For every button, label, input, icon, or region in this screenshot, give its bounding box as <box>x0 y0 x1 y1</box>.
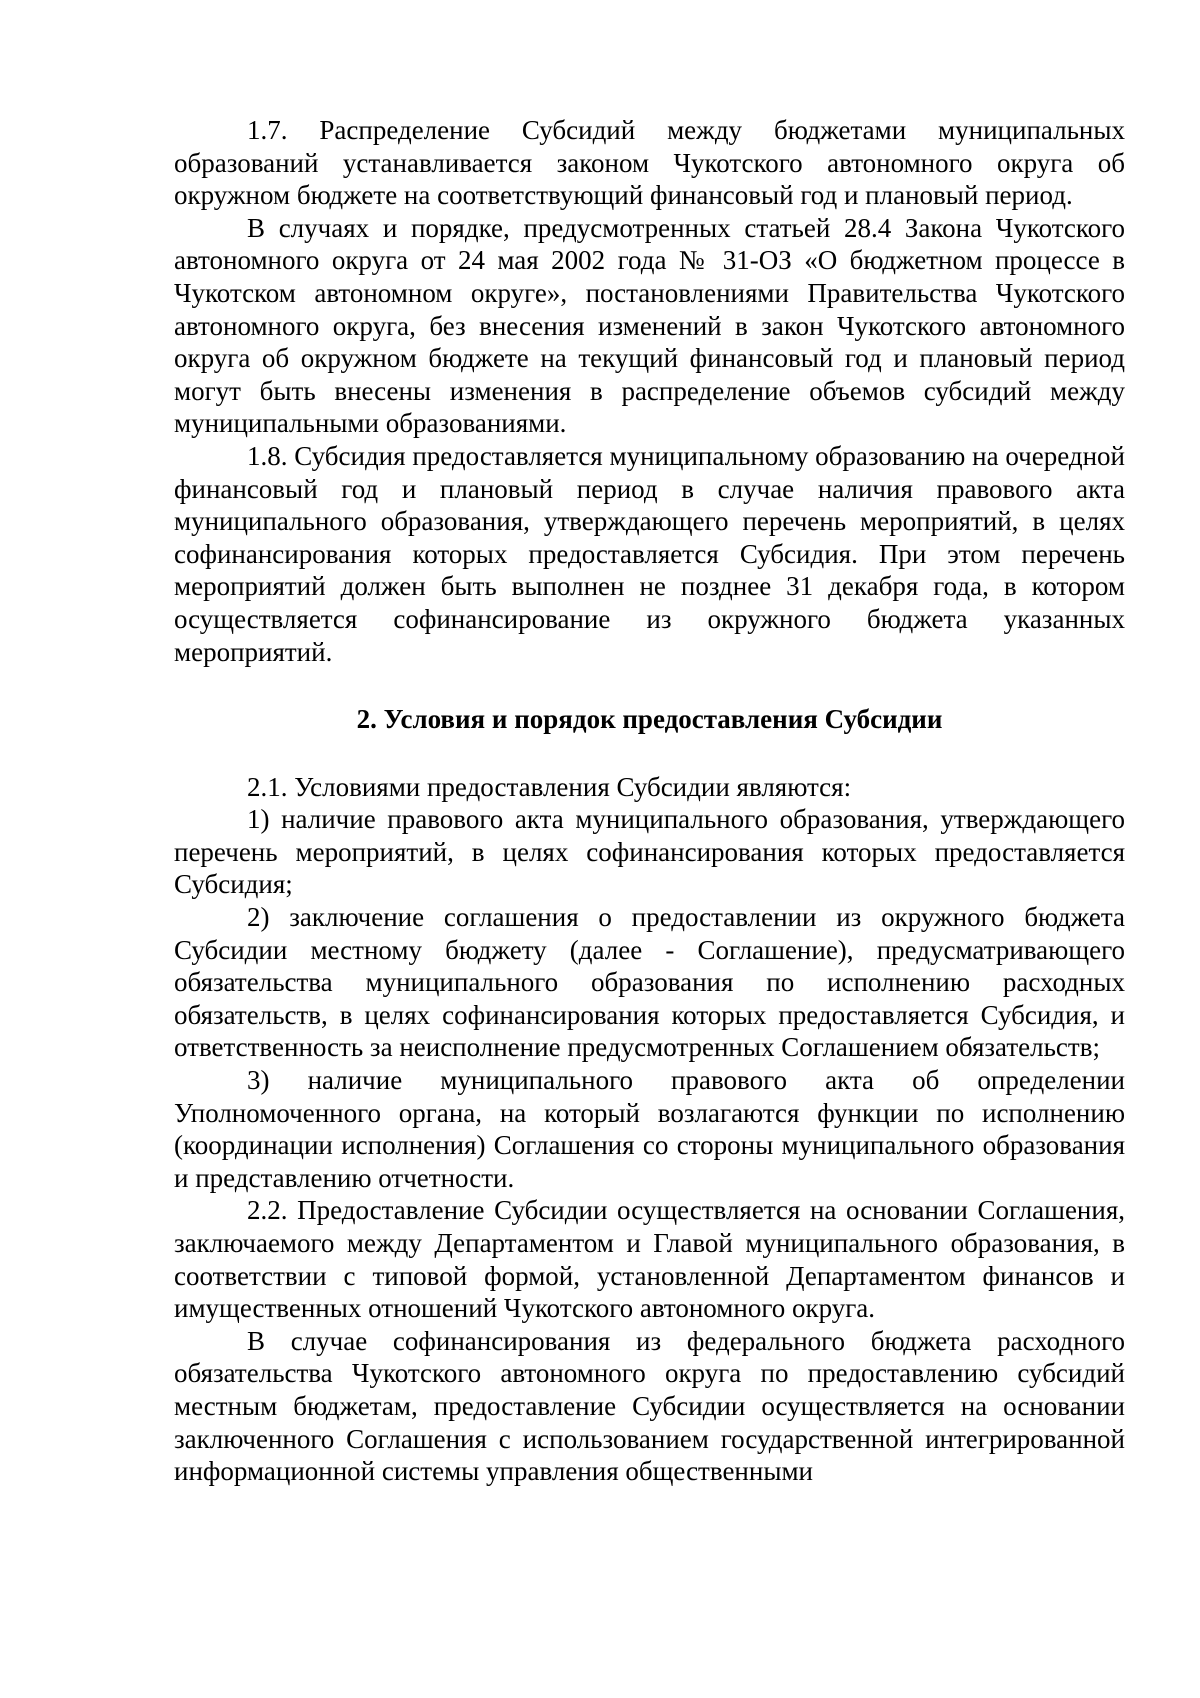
paragraph-2-1: 2.1. Условиями предоставления Субсидии являются: <box>247 771 852 802</box>
condition-item-1: 1) наличие правового акта муниципального образования, утверждающего перечень мероприятий, в целях софинансирования которых предоставляется Субсидия; <box>174 804 1125 900</box>
condition-item-3: 3) наличие муниципального правового акта об определении Уполномоченного органа, на который возлагаются функции по исполнению (координации исполнения) Соглашения со стороны муниципального образования и представлению отчетности. <box>174 1065 1125 1193</box>
paragraph-2-2: 2.2. Предоставление Субсидии осуществляется на основании Соглашения, заключаемого между Департаментом и Главой муниципального образования, в соответствии с типовой формой, установленной Департаментом финансов и имущественных отношений Чукотского автономного округа. <box>174 1195 1125 1324</box>
paragraph-redistribution: В случаях и порядке, предусмотренных статьей 28.4 Закона Чукотского автономного округа от 24 мая 2002 года № 31-ОЗ «О бюджетном процессе в Чукотском автономном округе», постановлениями Правительства Чукотского автономного округа, без внесения изменений в закон Чукотского автономного округа об окружном бюджете на текущий финансовый год и плановый период могут быть внесены изменения в распределение объемов субсидий между муниципальными образованиями. <box>174 212 1125 439</box>
condition-item-2: 2) заключение соглашения о предоставлении из окружного бюджета Субсидии местному бюджету (далее - Соглашение), предусматривающего обязательства муниципального образования по исполнению расходных обязательств, в целях софинансирования которых предоставляется Субсидия, и ответственность за неисполнение предусмотренных Соглашением обязательств; <box>174 902 1125 1063</box>
paragraph-1-8: 1.8. Субсидия предоставляется муниципальному образованию на очередной финансовый год и плановый период в случае наличия правового акта муниципального образования, утверждающего перечень мероприятий, в целях софинансирования которых предоставляется Субсидия. При этом перечень мероприятий должен быть выполнен не позднее 31 декабря года, в котором осуществляется софинансирование из окружного бюджета указанных мероприятий. <box>174 440 1125 667</box>
paragraph-1-7: 1.7. Распределение Субсидий между бюджетами муниципальных образований устанавливается законом Чукотского автономного округа об окружном бюджете на соответствующий финансовый год и плановый период. <box>174 115 1125 211</box>
section-heading: 2. Условия и порядок предоставления Субсидии <box>356 704 943 735</box>
document-page <box>174 114 1125 1488</box>
paragraph-federal-cofinancing: В случае софинансирования из федерального бюджета расходного обязательства Чукотского автономного округа по предоставлению субсидий местным бюджетам, предоставление Субсидии осуществляется на основании заключенного Соглашения с использованием государственной интегрированной информационной системы управления общественными <box>174 1325 1125 1487</box>
